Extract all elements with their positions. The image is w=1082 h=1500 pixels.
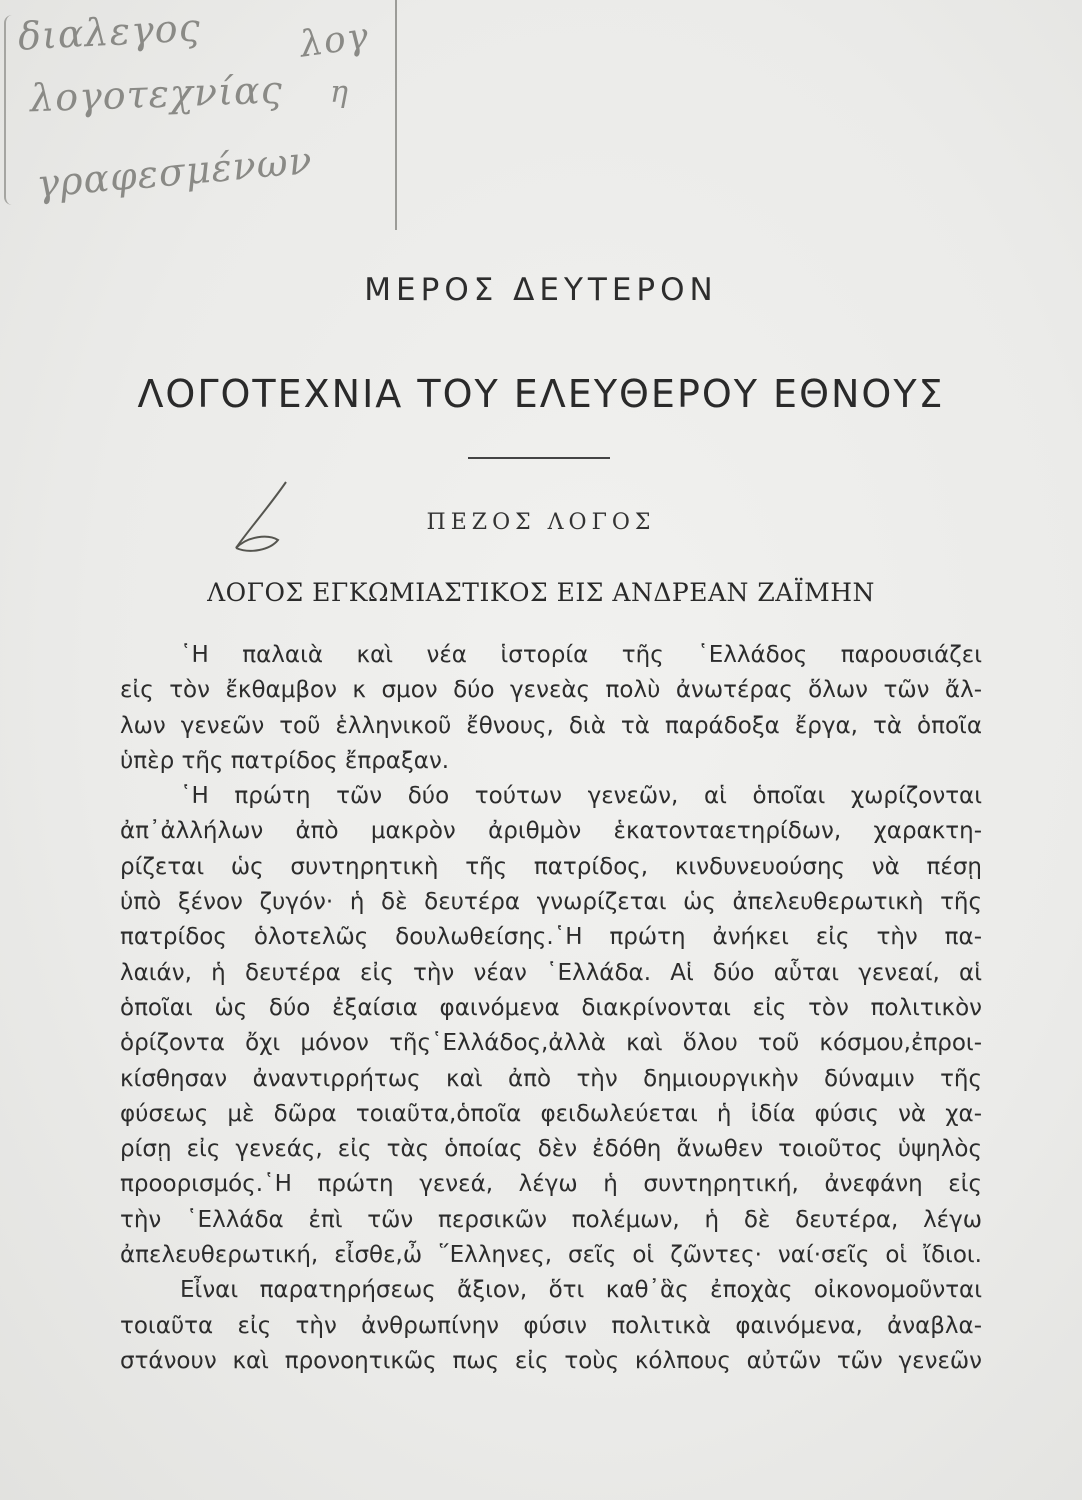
text-line: τὴν ῾Ελλάδα ἐπὶ τῶν περσικῶν πολέμων, ἡ δὲ δευτέρα, λέγω — [120, 1206, 982, 1233]
margin-bracket — [4, 15, 16, 205]
body-text — [120, 638, 982, 1379]
text-line: ὑπὸ ξένον ζυγόν· ἡ δὲ δευτέρα γνωρίζεται ὡς ἀπελευθερωτικὴ τῆς — [120, 889, 982, 916]
text-line: ἀπ᾿ἀλλήλων ἀπὸ μακρὸν ἀριθμὸν ἑκατονταετηρίδων, χαρακτη- — [120, 818, 982, 845]
part-title: ΜΕΡΟΣ ΔΕΥΤΕΡΟΝ — [364, 272, 718, 308]
margin-note-line: διαλεγος — [16, 5, 202, 59]
main-title: ΛΟΓΟΤΕΧΝΙΑ ΤΟΥ ΕΛΕΥΘΕΡΟΥ ΕΘΝΟΥΣ — [137, 372, 945, 416]
text-line: λαιάν, ἡ δευτέρα εἰς τὴν νέαν ῾Ελλάδα. Αἱ δύο αὗται γενεαί, αἱ — [120, 959, 982, 986]
margin-note-line: γραφεσμένων — [34, 138, 315, 206]
section-title: ΠΕΖΟΣ ΛΟΓΟΣ — [426, 510, 656, 535]
text-line: ρίζεται ὡς συντηρητικὴ τῆς πατρίδος, κινδυνευούσης νὰ πέσῃ — [120, 853, 982, 880]
text-line: ὁποῖαι ὡς δύο ἐξαίσια φαινόμενα διακρίνονται εἰς τὸν πολιτικὸν — [120, 994, 982, 1021]
text-line: τοιαῦτα εἰς τὴν ἀνθρωπίνην φύσιν πολιτικὰ φαινόμενα, ἀναβλα- — [120, 1312, 982, 1339]
text-line: ὑπὲρ τῆς πατρίδος ἔπραξαν. — [120, 747, 450, 774]
text-line: Εἶναι παρατηρήσεως ἄξιον, ὅτι καθ᾿ἃς ἐποχὰς οἰκονομοῦνται — [180, 1277, 982, 1304]
margin-note-line: λογ — [297, 15, 372, 66]
speech-title: ΛΟΓΟΣ ΕΓΚΩΜΙΑΣΤΙΚΟΣ ΕΙΣ ΑΝΔΡΕΑΝ ΖΑΪΜΗΝ — [207, 578, 875, 607]
text-line: στάνουν καὶ προνοητικῶς πως εἰς τοὺς κόλπους αὐτῶν τῶν γενεῶν — [120, 1347, 982, 1374]
text-line: κίσθησαν ἀναντιρρήτως καὶ ἀπὸ τὴν δημιουργικὴν δύναμιν τῆς — [120, 1065, 982, 1092]
margin-note-line: λογοτεχνίας — [29, 67, 284, 121]
text-line: ῾Η πρώτη τῶν δύο τούτων γενεῶν, αἱ ὁποῖαι χωρίζονται — [180, 783, 982, 810]
text-line: εἰς τὸν ἔκθαμβον κ σμον δύο γενεὰς πολὺ ἀνωτέρας ὅλων τῶν ἄλ- — [120, 677, 982, 704]
text-line: λων γενεῶν τοῦ ἑλληνικοῦ ἔθνους, διὰ τὰ παράδοξα ἔργα, τὰ ὁποῖα — [120, 712, 982, 739]
handwritten-margin-notes — [0, 0, 400, 235]
margin-note-line: η — [330, 75, 349, 110]
text-line: ἀπελευθερωτική, εἶσθε,ὦ ῞Ελληνες, σεῖς οἱ ζῶντες· ναί·σεῖς οἱ ἴδιοι. — [120, 1242, 982, 1269]
text-line: προορισμός.῾Η πρώτη γενεά, λέγω ἡ συντηρητική, ἀνεφάνη εἰς — [120, 1171, 982, 1198]
text-line: ρίσῃ εἰς γενεάς, εἰς τὰς ὁποίας δὲν ἐδόθη ἄνωθεν τοιοῦτος ὑψηλὸς — [120, 1136, 982, 1163]
text-line: φύσεως μὲ δῶρα τοιαῦτα,ὁποῖα φειδωλεύεται ἡ ἰδία φύσις νὰ χα- — [120, 1100, 982, 1127]
text-line: πατρίδος ὁλοτελῶς δουλωθείσης.῾Η πρώτη ἀνήκει εἰς τὴν πα- — [120, 924, 982, 951]
text-line: ὁρίζοντα ὄχι μόνον τῆς῾Ελλάδος,ἀλλὰ καὶ ὅλου τοῦ κόσμου,ἐπροι- — [120, 1030, 982, 1057]
text-line: ῾Η παλαιὰ καὶ νέα ἱστορία τῆς ῾Ελλάδος παρουσιάζει — [180, 642, 982, 668]
margin-divider-line — [395, 0, 397, 230]
title-divider — [468, 457, 610, 459]
